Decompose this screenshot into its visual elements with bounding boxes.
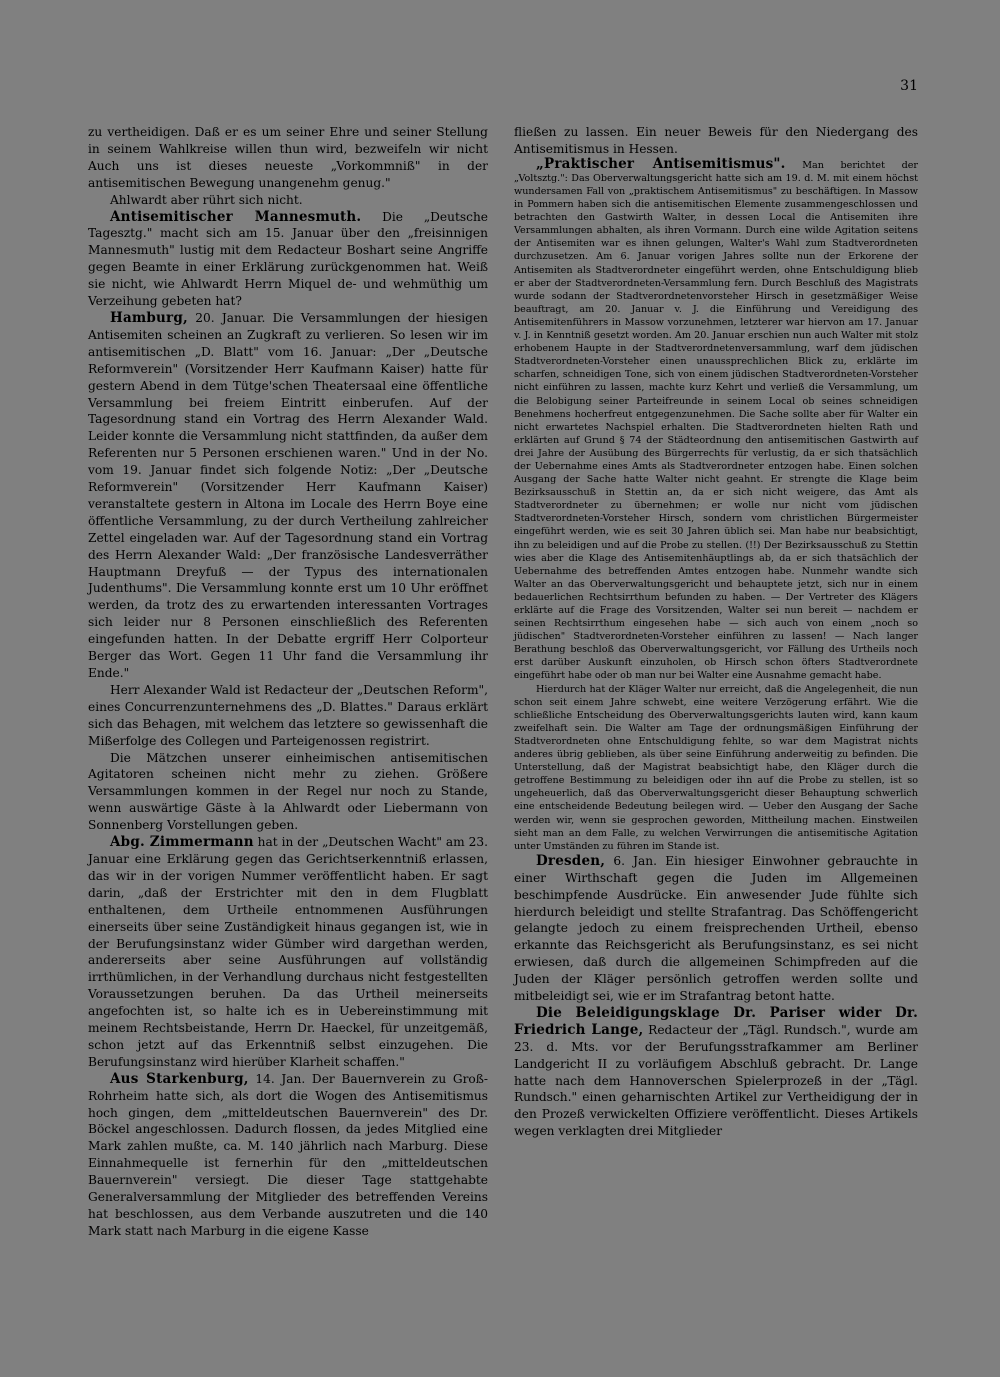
article-text: zu vertheidigen. Daß er es um seiner Ehre und seiner Stellung in seinem Wahlkreise willen thun wird, bezweifeln wir nicht Auch uns ist dieses neueste „Vorkommniß" in der antisemitischen Bewegung unangenehm genug.": [88, 125, 488, 190]
article-paragraph: [88, 310, 488, 682]
article-paragraph: [88, 192, 488, 209]
article-paragraph: [88, 1071, 488, 1240]
article-paragraph: [514, 1005, 918, 1140]
article-paragraph: [514, 683, 918, 853]
article-heading: „Praktischer Antisemitismus".: [536, 155, 786, 172]
right-column-small-print: [514, 155, 918, 853]
article-paragraph: [88, 682, 488, 750]
article-text: Redacteur der „Tägl. Rundsch.", wurde am 23. d. Mts. vor der Berufungsstrafkammer am Berliner Landgericht II zu vorläufigem Abschluß gebracht. Dr. Lange hatte nach dem Hannoverschen Spielerprozeß in der „Tägl. Rundsch." einen geharnischten Artikel zur Vertheidigung der in den Prozeß verwickelten Offiziere veröffentlicht. Dieses Artikels wegen verklagten drei Mitglieder: [514, 1022, 919, 1139]
article-text: 20. Januar. Die Versammlungen der hiesigen Antisemiten scheinen an Zugkraft zu verlieren. So lesen wir im antisemitischen „D. Blatt" vom 16. Januar: „Der „Deutsche Reformverein" (Vorsitzender Herr Kaufmann Kaiser) hatte für gestern Abend in dem Tütge'schen Theatersaal eine öffentliche Versammlung bei freiem Eintritt einberufen. Auf der Tagesordnung stand ein Vortrag des Herrn Alexander Wald. Leider konnte die Versammlung nicht stattfinden, da außer dem Referenten nur 5 Personen erschienen waren." Und in der No. vom 19. Januar findet sich folgende Notiz: „Der „Deutsche Reformverein" (Vorsitzender Herr Kaufmann Kaiser) veranstaltete gestern in Altona im Locale des Herrn Boye eine öffentliche Versammlung, zu der durch Vertheilung zahlreicher Zettel eingeladen war. Auf der Tagesordnung stand ein Vortrag des Herrn Alexander Wald: „Der französische Landesverräther Hauptmann Dreyfuß — der Typus des internationalen Judenthums". Die Versammlung konnte erst um 10 Uhr eröffnet werden, da trotz des zu erwartenden interessanten Vortrages sich leider nur 8 Personen einschließlich des Referenten eingefunden hatten. In der Debatte ergriff Herr Colporteur Berger das Wort. Gegen 11 Uhr fand die Versammlung ihr Ende.": [88, 310, 489, 680]
right-column-top: [514, 124, 918, 158]
article-heading: Dresden,: [536, 852, 606, 869]
article-paragraph: [514, 853, 918, 1005]
page-number: 31: [900, 78, 918, 94]
article-text: 6. Jan. Ein hiesiger Einwohner gebrauchte in einer Wirthschaft gegen die Juden im Allgemeinen beschimpfende Ausdrücke. Ein anwesender Jude fühlte sich hierdurch beleidigt und stellte Strafantrag. Das Schöffengericht gelangte jedoch zu einem freisprechenden Urtheil, ebenso erkannte das Reichsgericht als Berufungsinstanz, es sei nicht erwiesen, daß durch die allgemeinen Schimpfreden auf die Juden der Kläger persönlich getroffen werden sollte und mitbeleidigt sei, wie er im Strafantrag betont hatte.: [514, 853, 918, 1004]
article-text: fließen zu lassen. Ein neuer Beweis für den Niedergang des Antisemitismus in Hessen.: [514, 125, 918, 156]
right-column: [514, 124, 918, 1140]
article-paragraph: [88, 209, 488, 310]
article-heading: Antisemitischer Mannesmuth.: [110, 208, 362, 225]
article-text: Die „Deutsche Tagesztg." macht sich am 15. Januar über den „freisinnigen Mannesmuth" lustig mit dem Redacteur Boshart seine Angriffe gegen Beamte in einer Erklärung zurückgenommen hat. Weiß sie nicht, wie Ahlwardt Herrn Miquel de- und wehmüthig um Verzeihung gebeten hat?: [88, 209, 488, 309]
article-paragraph: [514, 155, 918, 683]
article-paragraph: [88, 124, 488, 192]
article-heading: Aus Starkenburg,: [110, 1070, 249, 1087]
article-paragraph: [514, 124, 918, 158]
article-heading: Die Beleidigungsklage Dr. Pariser wider Dr. Friedrich Lange,: [514, 1004, 918, 1038]
article-heading: Hamburg,: [110, 309, 188, 326]
article-text: Man berichtet der „Voltsztg.": Das Oberverwaltungsgericht hatte sich am 19. d. M. mit einem höchst wundersamen Fall von „praktischem Antisemitismus" zu beschäftigen. In Massow in Pommern haben sich die antisemitischen Elemente zusammengeschlossen und betrachten den Gastwirth Walter, in dessen Local die Antisemiten ihre Versammlungen abhalten, als ihren Vormann. Durch eine wilde Agitation seitens der Antisemiten war es ihnen gelungen, Walter's Wahl zum Stadtverordneten durchzusetzen. Am 6. Januar vorigen Jahres sollte nun der Erkorene der Antisemiten als Stadtverordneter eingeführt werden, ohne Entschuldigung blieb er aber der Stadtverordneten-Versammlung fern. Durch Beschluß des Magistrats wurde sodann der Stadtverordnetenvorsteher Hirsch in gesetzmäßiger Weise beauftragt, am 20. Januar v. J. die Einführung und Vereidigung des Antisemitenführers in Massow vorzunehmen, letzterer war hiervon am 17. Januar v. J. in Kenntniß gesetzt worden. Am 20. Januar erschien nun auch Walter mit stolz erhobenem Haupte in der Stadtverordnetenversammlung, warf dem jüdischen Stadtverordneten-Vorsteher einen unaussprechlichen Blick zu, erklärte im scharfen, schneidigen Tone, sich von einem jüdischen Stadtverordneten-Vorsteher nicht einführen zu lassen, machte kurz Kehrt und verließ die Versammlung, um die Belobigung seiner Parteifreunde in seinem Local ob seines schneidigen Benehmens hocherfreut entgegenzunehmen. Die Sache sollte aber für Walter ein nicht erwartetes Nachspiel erhalten. Die Stadtverordneten hielten Rath und erklärten auf Grund § 74 der Städteordnung den antisemitischen Gastwirth auf drei Jahre der Ausübung des Bürgerrechts für verlustig, da er sich thatsächlich der Uebernahme eines Amts als Stadtverordneter entzogen habe. Einen solchen Ausgang der Sache hatte Walter nicht geahnt. Er strengte die Klage beim Bezirksausschuß in Stettin an, da er sich nicht weigere, das Amt als Stadtverordneter zu übernehmen; er wolle nur nicht vom jüdischen Stadtverordneten-Vorsteher Hirsch, sondern vom christlichen Bürgermeister eingeführt werden, wie es seit 30 Jahren üblich sei. Man habe nur beabsichtigt, ihn zu beleidigen und auf die Probe zu stellen. (!!) Der Bezirksausschuß zu Stettin wies aber die Klage des Antisemitenhäuptlings ab, da er sich thatsächlich der Uebernahme des betreffenden Amtes entzogen habe. Nunmehr wandte sich Walter an das Oberverwaltungsgericht und behauptete jetzt, sich nur in einem bedauerlichen Rechtsirrthum befunden zu haben. — Der Vertreter des Klägers erklärte auf die Frage des Vorsitzenden, Walter sei nun bereit — nachdem er seinen Rechtsirrthum eingesehen habe — sich auch von einem „noch so jüdischen" Stadtverordneten-Vorsteher einführen zu lassen! — Nach langer Berathung beschloß das Oberverwaltungsgericht, vor Fällung des Urtheils noch erst darüber Auskunft einzuholen, ob Hirsch schon öfters Stadtverordnete eingeführt habe oder ob man nur bei Walter eine Ausnahme gemacht habe.: [514, 159, 918, 682]
article-text: Hierdurch hat der Kläger Walter nur erreicht, daß die Angelegenheit, die nun schon seit einem Jahre schwebt, eine weitere Verzögerung erfährt. Wie die schließliche Entscheidung des Oberverwaltungsgerichts lauten wird, kann kaum zweifelhaft sein. Die Walter am Tage der ordnungsmäßigen Einführung der Stadtverordneten ohne Entschuldigung fehlte, so war dem Magistrat nichts anderes übrig geblieben, als über seine Einführung anderweitig zu befinden. Die Unterstellung, daß der Magistrat beabsichtigt habe, den Kläger durch die getroffene Bestimmung zu beleidigen oder ihn auf die Probe zu stellen, ist so ungeheuerlich, daß das Oberverwaltungsgericht dieser Behauptung schwerlich eine entscheidende Bedeutung beilegen wird. — Ueber den Ausgang der Sache werden wir, wenn sie gesprochen geworden, Mittheilung machen. Einstweilen sieht man an dem Falle, zu welchen Verwirrungen die antisemitische Agitation unter Umständen zu führen im Stande ist.: [514, 683, 918, 852]
article-text: Die Mätzchen unserer einheimischen antisemitischen Agitatoren scheinen nicht mehr zu ziehen. Größere Versammlungen kommen in der Regel nur noch zu Stande, wenn auswärtige Gäste à la Ahlwardt oder Liebermann von Sonnenberg Vorstellungen geben.: [88, 750, 488, 833]
left-column: [88, 124, 488, 1240]
article-paragraph: [88, 750, 488, 835]
article-text: hat in der „Deutschen Wacht" am 23. Januar eine Erklärung gegen das Gerichtserkenntniß erlassen, das wir in der vorigen Nummer veröffentlicht haben. Er sagt darin, „daß der Erstrichter mit den in dem Flugblatt enthaltenen, dem Urtheile entnommenen Ausführungen einerseits über seine Zuständigkeit hinaus gegangen ist, wie in der Berufungsinstanz wider Gümber wird dargethan werden, andererseits aber seine Ausführungen auf vollständig irrthümlichen, in der Verhandlung durchaus nicht festgestellten Voraussetzungen beruhen. Da das Urtheil meinerseits angefochten ist, so halte ich es in Uebereinstimmung mit meinem Rechtsbeistande, Herrn Dr. Haeckel, für unzeitgemäß, schon jetzt auf das Erkenntniß selbst einzugehen. Die Berufungsinstanz wird hierüber Klarheit schaffen.": [88, 835, 489, 1069]
article-text: Ahlwardt aber rührt sich nicht.: [110, 192, 303, 207]
right-column-bottom: [514, 853, 918, 1140]
article-paragraph: [88, 834, 488, 1071]
article-text: Herr Alexander Wald ist Redacteur der „Deutschen Reform", eines Concurrenzunternehmens des „D. Blattes." Daraus erklärt sich das Behagen, mit welchem das letztere so gewissenhaft die Mißerfolge des Collegen und Parteigenossen registrirt.: [88, 682, 488, 748]
article-text: 14. Jan. Der Bauernverein zu Groß-Rohrheim hatte sich, als dort die Wogen des Antisemitismus hoch gingen, dem „mitteldeutschen Bauernverein" des Dr. Böckel angeschlossen. Dadurch flossen, da jedes Mitglied eine Mark zahlen mußte, ca. M. 140 jährlich nach Marburg. Diese Einnahmequelle ist fernerhin für den „mitteldeutschen Bauernverein" versiegt. Die dieser Tage stattgehabte Generalversammlung der Mitglieder des betreffenden Vereins hat beschlossen, aus dem Verbande auszutreten und die 140 Mark statt nach Marburg in die eigene Kasse: [88, 1071, 488, 1238]
article-heading: Abg. Zimmermann: [110, 834, 254, 851]
